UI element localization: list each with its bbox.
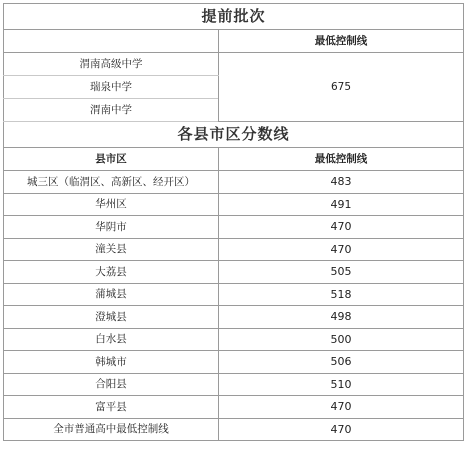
district-name: 潼关县 <box>4 238 219 261</box>
table-row <box>4 261 464 284</box>
district-score: 470 <box>219 216 464 239</box>
district-name: 全市普通高中最低控制线 <box>4 418 219 441</box>
district-title-row <box>4 122 464 148</box>
district-score: 500 <box>219 328 464 351</box>
district-name: 韩城市 <box>4 351 219 374</box>
school-name: 渭南高级中学 <box>4 53 219 76</box>
district-score: 470 <box>219 418 464 441</box>
district-column-header: 县市区 <box>4 148 219 171</box>
district-name: 城三区（临渭区、高新区、经开区） <box>4 171 219 194</box>
early-batch-title-row <box>4 4 464 30</box>
district-score: 505 <box>219 261 464 284</box>
table-row <box>4 418 464 441</box>
district-name: 华阴市 <box>4 216 219 239</box>
district-score-header: 最低控制线 <box>219 148 464 171</box>
table-row <box>4 283 464 306</box>
district-rows <box>4 171 464 441</box>
table-row <box>4 328 464 351</box>
district-score: 498 <box>219 306 464 329</box>
district-name: 合阳县 <box>4 373 219 396</box>
district-name: 大荔县 <box>4 261 219 284</box>
district-section-title: 各县市区分数线 <box>4 122 464 148</box>
district-score: 518 <box>219 283 464 306</box>
early-batch-score-header: 最低控制线 <box>219 30 464 53</box>
district-header-row <box>4 148 464 171</box>
table-row <box>4 396 464 419</box>
district-name: 富平县 <box>4 396 219 419</box>
early-batch-header-row <box>4 30 464 53</box>
district-score: 491 <box>219 193 464 216</box>
district-score: 470 <box>219 396 464 419</box>
table-row <box>4 171 464 194</box>
school-name: 渭南中学 <box>4 99 219 122</box>
table-row <box>4 216 464 239</box>
district-score: 483 <box>219 171 464 194</box>
district-name: 白水县 <box>4 328 219 351</box>
school-name: 瑞泉中学 <box>4 76 219 99</box>
district-name: 蒲城县 <box>4 283 219 306</box>
early-batch-header-blank <box>4 30 219 53</box>
table-row <box>4 193 464 216</box>
score-table <box>3 3 464 441</box>
district-name: 澄城县 <box>4 306 219 329</box>
district-score: 506 <box>219 351 464 374</box>
district-score: 510 <box>219 373 464 396</box>
school-row <box>4 53 464 76</box>
early-batch-title: 提前批次 <box>4 4 464 30</box>
table-row <box>4 373 464 396</box>
table-row <box>4 351 464 374</box>
early-batch-score: 675 <box>219 53 464 122</box>
table-row <box>4 238 464 261</box>
district-name: 华州区 <box>4 193 219 216</box>
district-score: 470 <box>219 238 464 261</box>
table-row <box>4 306 464 329</box>
